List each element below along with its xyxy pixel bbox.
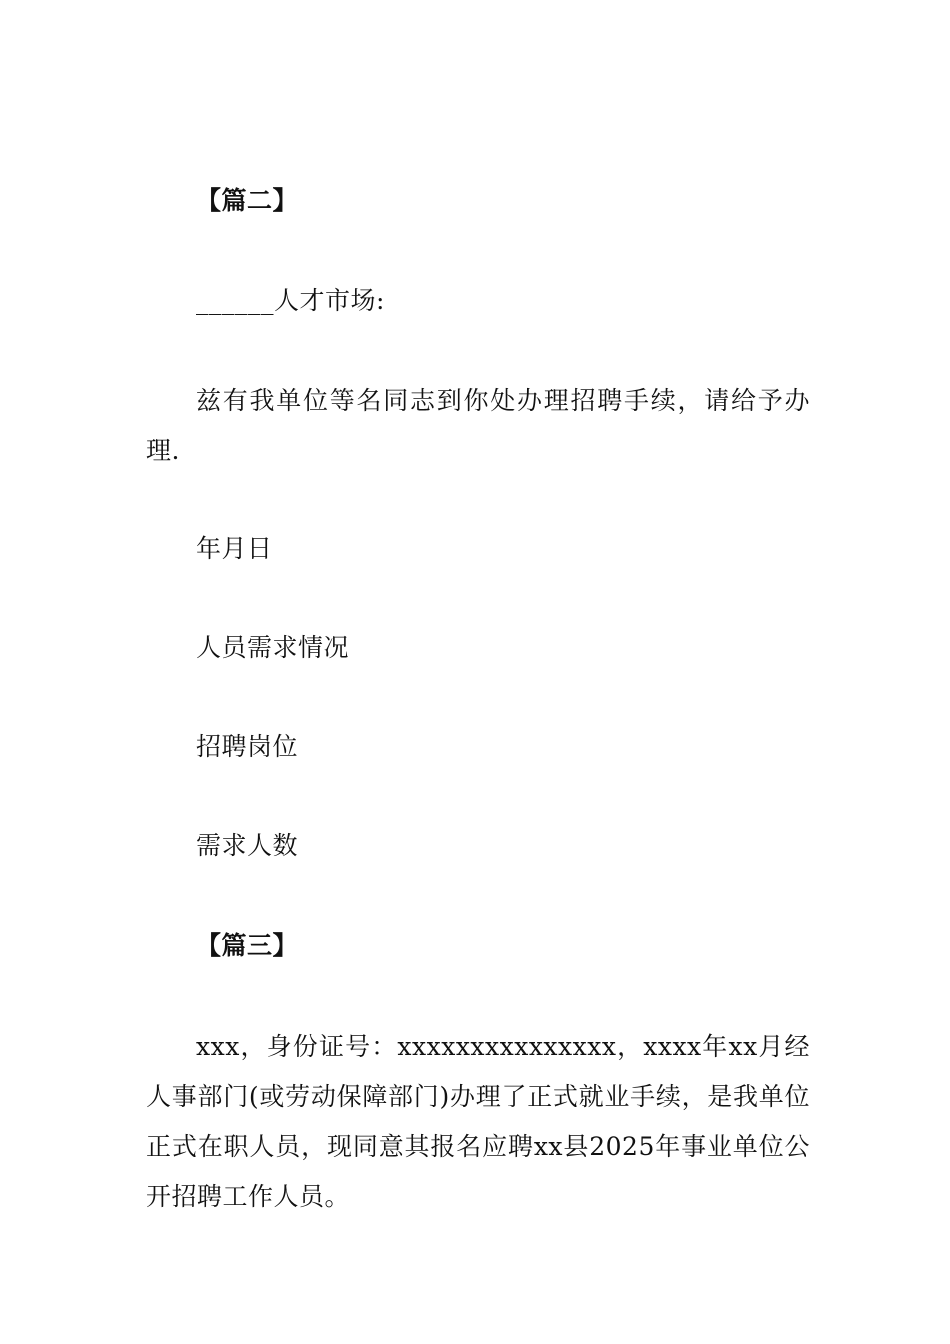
date-line: 年月日 xyxy=(196,534,273,563)
headcount-label: 需求人数 xyxy=(196,831,299,860)
certification-paragraph: xxx，身份证号：xxxxxxxxxxxxxxx，xxxx年xx月经人事部门(或劳动保障部门)办理了正式就业手续，是我单位正式在职人员，现同意其报名应聘xx县2025年事业单位公开招聘工作人员。 xyxy=(146,1032,810,1211)
request-paragraph: 兹有我单位等名同志到你处办理招聘手续，请给予办理. xyxy=(146,386,810,465)
addressee-line: ______人才市场: xyxy=(196,286,385,315)
section-heading-3: 【篇三】 xyxy=(196,931,299,960)
recruitment-position-label: 招聘岗位 xyxy=(196,732,299,761)
section-heading-2: 【篇二】 xyxy=(196,186,299,215)
staff-demand-label: 人员需求情况 xyxy=(196,633,350,662)
